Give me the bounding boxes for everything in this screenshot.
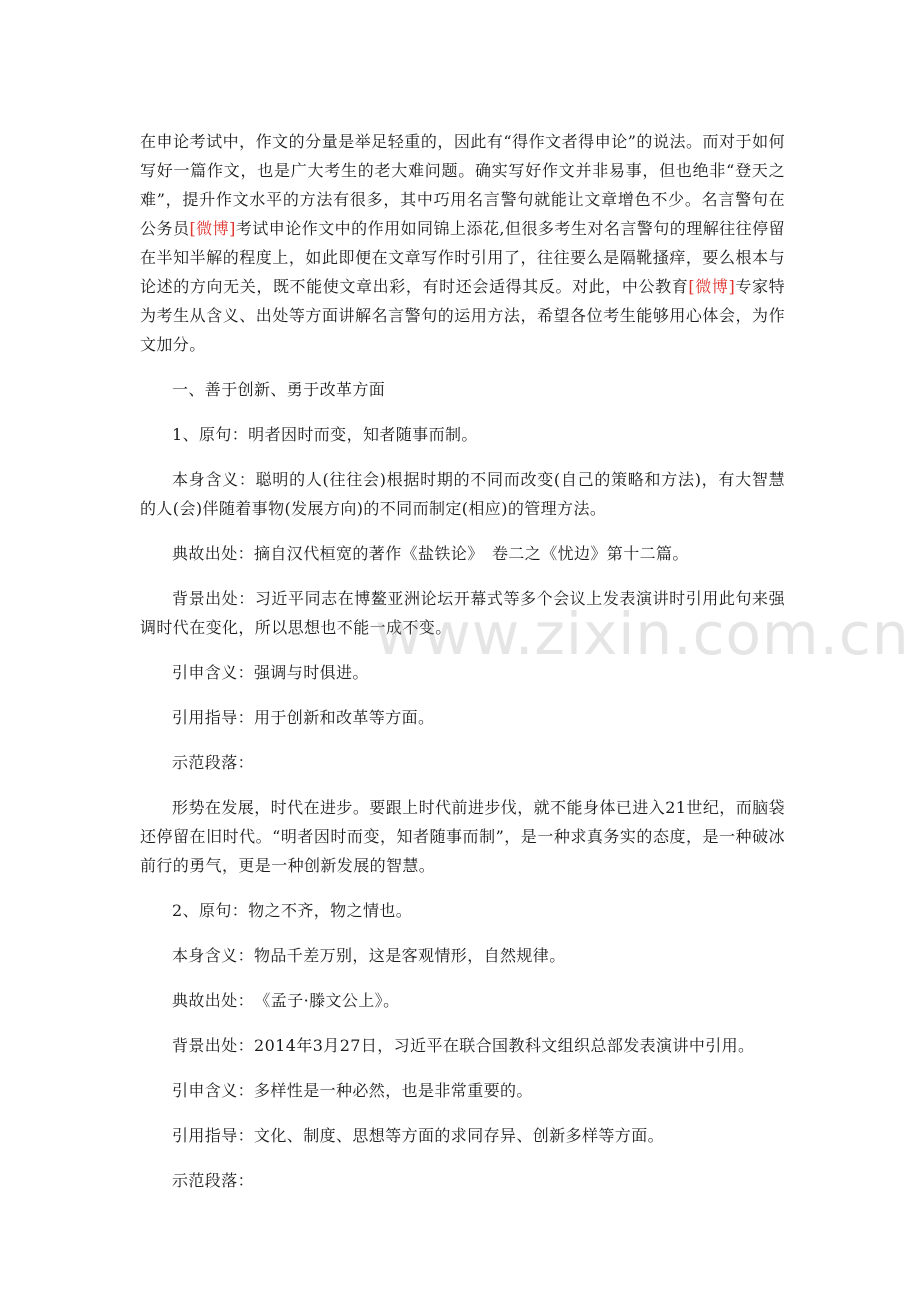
section-heading: 一、善于创新、勇于改革方面 [172, 380, 386, 399]
intro-text-3: 专家特为考生从含义、出处等方面讲解名言警句的运用方法，希望各位考生能够用心体会，为作文加分。 [140, 277, 786, 354]
quote-extended-1: 引申含义：强调与时俱进。 [172, 663, 369, 682]
quote-background-1: 背景出处：习近平同志在博鳌亚洲论坛开幕式等多个会议上发表演讲时引用此句来强调时代在变化，所以思想也不能一成不变。 [140, 589, 785, 637]
quote-meaning-1: 本身含义：聪明的人(往往会)根据时期的不同而改变(自己的策略和方法)，有大智慧的人(会)伴随着事物(发展方向)的不同而制定(相应)的管理方法。 [140, 470, 785, 518]
quote-extended-2: 引申含义：多样性是一种必然，也是非常重要的。 [172, 1081, 533, 1100]
quote-background-2: 背景出处：2014年3月27日，习近平在联合国教科文组织总部发表演讲中引用。 [172, 1036, 755, 1055]
intro-paragraph [140, 127, 785, 359]
quote-source-1: 典故出处：摘自汉代桓宽的著作《盐铁论》 卷二之《忧边》第十二篇。 [172, 544, 689, 563]
quote-original-2: 2、原句：物之不齐，物之情也。 [172, 901, 413, 920]
quote-meaning-2: 本身含义：物品千差万别，这是客观情形，自然规律。 [172, 946, 566, 965]
watermark: www.zixin.com.cn [375, 600, 910, 668]
intro-text-2: 考试申论作文中的作用如同锦上添花,但很多考生对名言警句的理解往往停留在半知半解的程度上，如此即便在文章写作时引用了，往往要么是隔靴搔痒，要么根本与论述的方向无关，既不能使文章出彩，有时还会适得其反。对此，中公教育 [140, 219, 786, 296]
quote-guidance-2: 引用指导：文化、制度、思想等方面的求同存异、创新多样等方面。 [172, 1126, 665, 1145]
example-label-1: 示范段落： [172, 753, 255, 772]
example-label-2: 示范段落： [172, 1171, 255, 1190]
document-body [140, 127, 785, 1211]
weibo-link-1[interactable]: [微博] [189, 219, 236, 238]
weibo-link-2[interactable]: [微博] [688, 277, 736, 296]
quote-guidance-1: 引用指导：用于创新和改革等方面。 [172, 708, 435, 727]
quote-source-2: 典故出处： 《孟子·滕文公上》。 [172, 991, 400, 1010]
example-paragraph-1: 形势在发展，时代在进步。要跟上时代前进步伐，就不能身体已进入21世纪，而脑袋还停留在旧时代。“明者因时而变，知者随事而制”，是一种求真务实的态度，是一种破冰前行的勇气，更是一种创新发展的智慧。 [140, 798, 785, 875]
quote-original-1: 1、原句：明者因时而变，知者随事而制。 [172, 425, 478, 444]
intro-text-1: 在申论考试中，作文的分量是举足轻重的，因此有“得作文者得申论”的说法。而对于如何写好一篇作文，也是广大考生的老大难问题。确实写好作文并非易事，但也绝非“登天之难”，提升作文水平的方法有很多，其中巧用名言警句就能让文章增色不少。名言警句在公务员 [140, 132, 785, 238]
